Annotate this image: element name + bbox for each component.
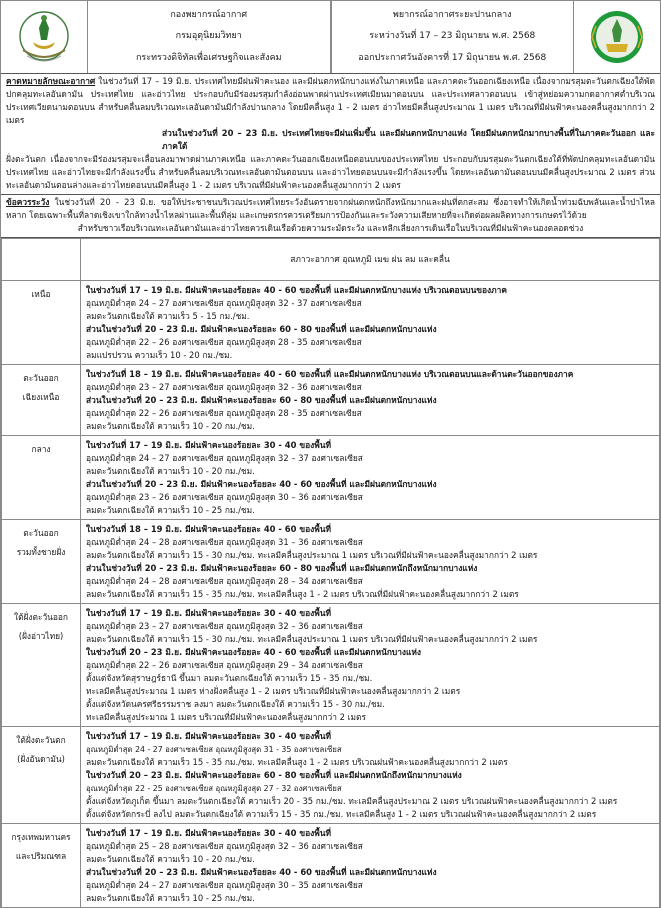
region-name: กลาง [31,444,51,454]
forecast-detail-line: อุณหภูมิต่ำสุด 25 – 28 องศาเซลเซียส อุณหภูมิสูงสุด 32 – 36 องศาเซลเซียส [86,841,363,851]
org-division: กองพยากรณ์อากาศ [170,10,248,21]
table-header-row [2,239,660,281]
forecast-detail-line: อุณหภูมิต่ำสุด 24 – 28 องศาเซลเซียส อุณหภูมิสูงสุด 31 – 36 องศาเซลเซียส [86,537,363,547]
region-cell [2,824,81,908]
region-name: ตะวันออก [23,528,59,538]
forecast-detail-line: อุณหภูมิต่ำสุด 24 – 27 องศาเซลเซียส อุณหภูมิสูงสุด 30 – 35 องศาเซลเซียส [86,880,363,890]
forecast-title: พยากรณ์อากาศระยะปานกลาง [392,10,512,21]
caution-text: ในช่วงวันที่ 20 - 23 มิ.ย. ขอให้ประชาชนบริเวณประเทศไทยระวังอันตรายจากฝนตกหนักถึงหนักมากและฝนที่ตกสะสม ซึ่งอาจทำให้เกิดน้ำท่วมฉับพลันและน้ำป่าไหลหลาก โดยเฉพาะพื้นที่ลาดเชิงเขาใกล้ทางน้ำไหลผ่านและพื้นที่ลุ่ม และเกษตรกรควรเตรียมการป้องกันและระวังความเสียหายที่จะเกิดต่อผลผลิตทางการเกษตรไว้ด้วย [6,197,655,220]
forecast-detail-line: อุณหภูมิต่ำสุด 22 – 26 องศาเซลเซียส อุณหภูมิสูงสุด 28 - 35 องศาเซลเซียส [86,408,362,418]
table-row [2,365,660,436]
region-name: เฉียงเหนือ [22,392,60,402]
caution-mariner-text: สำหรับชาวเรือบริเวณทะเลอันดามันและอ่าวไทยควรเดินเรือด้วยความระมัดระวัง และหลีกเลี่ยงการเดินเรือในบริเวณที่มีฝนฟ้าคะนองตลอดช่วง [77,223,584,233]
forecast-period-line: ในช่วงวันที่ 17 – 19 มิ.ย. มีฝนฟ้าคะนองร้อยละ 30 - 40 ของพื้นที่ [86,828,331,838]
forecast-detail-line: อุณหภูมิต่ำสุด 23 – 27 องศาเซลเซียส อุณหภูมิสูงสุด 32 – 36 องศาเซลเซียส [86,621,363,631]
outlook-section [1,74,660,195]
forecast-detail-line: ลมตะวันตกเฉียงใต้ ความเร็ว 10 - 20 กม./ชม. [86,421,255,431]
forecast-detail-line: ลมตะวันตกเฉียงใต้ ความเร็ว 15 - 30 กม./ชม. ทะเลมีคลื่นสูงประมาณ 1 เมตร บริเวณที่มีฝนฟ้าคะนองคลื่นสูงมากกว่า 2 เมตร [86,550,538,560]
region-cell [2,520,81,604]
forecast-detail-line: ลมตะวันตกเฉียงใต้ ความเร็ว 15 - 35 กม./ชม. ทะเลมีคลื่นสูง 1 - 2 เมตร บริเวณฝนฟ้าคะนองคลื่นสูงมากกว่า 2 เมตร [86,757,508,767]
region-cell [2,604,81,727]
region-cell [2,365,81,436]
forecast-period-line: ในช่วงวันที่ 17 – 19 มิ.ย. มีฝนฟ้าคะนองร้อยละ 30 - 40 ของพื้นที่ [86,440,331,450]
forecast-detail-line: ตั้งแต่จังหวัดนครศรีธรรมราช ลงมา ลมตะวันตกเฉียงใต้ ความเร็ว 15 - 30 กม./ชม. [86,699,385,709]
regional-forecast-table [1,238,660,908]
forecast-detail-line: อุณหภูมิต่ำสุด 23 – 26 องศาเซลเซียส อุณหภูมิสูงสุด 30 – 36 องศาเซลเซียส [86,492,363,502]
forecast-cell [81,727,660,824]
forecast-period: ระหว่างวันที่ 17 – 23 มิถุนายน พ.ศ. 2568 [369,31,536,42]
forecast-period-line: ในช่วงวันที่ 17 – 19 มิ.ย. มีฝนฟ้าคะนองร้อยละ 40 - 60 ของพื้นที่ และมีฝนตกหนักบางแห่ง บริเวณตอนบนของภาค [86,285,507,295]
forecast-period-line: ส่วนในช่วงวันที่ 20 – 23 มิ.ย. มีฝนฟ้าคะนองร้อยละ 60 - 80 ของพื้นที่ และมีฝนตกหนักบางแห่ง [86,395,437,405]
table-row [2,436,660,520]
document-header [1,1,660,74]
forecast-detail-line: ลมแปรปรวน ความเร็ว 10 - 20 กม./ชม. [86,350,233,360]
forecast-period-line: ส่วนในช่วงวันที่ 20 – 23 มิ.ย. มีฝนฟ้าคะนองร้อยละ 40 - 60 ของพื้นที่ และมีฝนตกหนักบางแห่ง [86,867,437,877]
region-cell [2,281,81,365]
forecast-period-line: ส่วนในช่วงวันที่ 20 – 23 มิ.ย. มีฝนฟ้าคะนองร้อยละ 60 - 80 ของพื้นที่ และมีฝนตกหนักบางแห่ง [86,324,437,334]
region-header-cell [2,239,81,281]
table-row [2,604,660,727]
region-name: และปริมณฑล [15,851,67,861]
region-name: เหนือ [31,289,51,299]
region-name: ตะวันออก [23,373,59,383]
forecast-detail-line: ลมตะวันตกเฉียงใต้ ความเร็ว 10 - 20 กม./ชม. [86,854,255,864]
forecast-detail-line: ทะเลมีคลื่นสูงประมาณ 1 เมตร ห่างฝั่งคลื่นสูง 1 - 2 เมตร บริเวณที่มีฝนฟ้าคะนองคลื่นสูงมากกว่า 2 เมตร [86,686,461,696]
forecast-detail-line: อุณหภูมิต่ำสุด 23 – 27 องศาเซลเซียส อุณหภูมิสูงสุด 32 - 36 องศาเซลเซียส [86,382,362,392]
org-ministry: กระทรวงดิจิทัลเพื่อเศรษฐกิจและสังคม [135,52,282,63]
region-name: (ฝั่งอันดามัน) [17,754,65,764]
table-row [2,520,660,604]
region-name: ใต้ฝั่งตะวันตก [16,735,66,745]
outlook-paragraph-1: ในช่วงวันที่ 17 – 19 มิ.ย. ประเทศไทยมีฝนฟ้าคะนอง และมีฝนตกหนักบางแห่งในภาคเหนือ และภาคตะวันออกเฉียงเหนือ เนื่องจากมรสุมตะวันตกเฉียงใต้พัดปกคลุมทะเลอันดามัน ประเทศไทย และอ่าวไทย ประกอบกับมีร่องมรสุมกำลังอ่อนพาดผ่านประเทศเมียนมาตอนบน และประเทศลาวตอนบน เข้าสู่หย่อมความกดอากาศต่ำบริเวณประเทศเวียดนามตอนบน สำหรับคลื่นลมบริเวณทะเลอันดามันมีกำลังปานกลาง โดยมีคลื่นสูง 1 - 2 เมตร อ่าวไทยมีคลื่นสูงประมาณ 1 เมตร บริเวณที่มีฝนฟ้าคะนองคลื่นสูงมากกว่า 2 เมตร [6,76,655,125]
forecast-cell [81,365,660,436]
table-row [2,824,660,908]
forecast-cell [81,281,660,365]
forecast-detail-line: อุณหภูมิต่ำสุด 24 – 28 องศาเซลเซียส อุณหภูมิสูงสุด 28 – 34 องศาเซลเซียส [86,576,363,586]
tmd-logo-icon [9,6,79,68]
forecast-period-line: ในช่วงวันที่ 17 – 19 มิ.ย. มีฝนฟ้าคะนองร้อยละ 30 - 40 ของพื้นที่ [86,608,331,618]
forecast-issued: ออกประกาศวันอังคารที่ 17 มิถุนายน พ.ศ. 2568 [358,52,547,63]
right-logo-cell [573,1,660,73]
region-name: รวมทั้งชายฝั่ง [16,547,66,557]
outlook-paragraph-2-lead: ส่วนในช่วงวันที่ 20 – 23 มิ.ย. ประเทศไทยจะมีฝนเพิ่มขึ้น และมีฝนตกหนักบางแห่ง โดยมีฝนตกหนักมากบางพื้นที่ในภาคตะวันออก และภาคใต้ [162,128,655,151]
forecast-detail-line: อุณหภูมิต่ำสุด 22 – 26 องศาเซลเซียส อุณหภูมิสูงสุด 28 - 35 องศาเซลเซียส [86,337,362,347]
outlook-paragraph-2: ฝั่งตะวันตก เนื่องจากจะมีร่องมรสุมจะเลื่อนลงมาพาดผ่านภาคเหนือ และภาคตะวันออกเฉียงเหนือตอนบนของประเทศไทย ประกอบกับมรสุมตะวันตกเฉียงใต้ที่พัดปกคลุมทะเลอันดามัน ประเทศไทย และอ่าวไทยจะมีกำลังแรงขึ้น สำหรับคลื่นลมบริเวณทะเลอันดามันตอนบน และอ่าวไทยตอนบนจะมีกำลังแรงขึ้น โดยทะเลอันดามันตอนบนมีคลื่นสูงประมาณ 2 เมตร ส่วนทะเลอันดามันตอนล่างและอ่าวไทยตอนบนมีคลื่นสูง 1 - 2 เมตร บริเวณที่มีฝนฟ้าคะนองคลื่นสูงมากกว่า 2 เมตร [6,154,655,190]
forecast-detail-line: อุณหภูมิต่ำสุด 24 – 27 องศาเซลเซียส อุณหภูมิสูงสุด 32 - 37 องศาเซลเซียส [86,298,362,308]
region-cell [2,727,81,824]
forecast-detail-line: ลมตะวันตกเฉียงใต้ ความเร็ว 10 - 25 กม./ชม. [86,893,255,903]
org-department: กรมอุตุนิยมวิทยา [175,31,242,42]
forecast-detail-line: ลมตะวันตกเฉียงใต้ ความเร็ว 10 - 25 กม./ชม. [86,505,255,515]
forecast-period-line: ส่วนในช่วงวันที่ 20 – 23 มิ.ย. มีฝนฟ้าคะนองร้อยละ 40 - 60 ของพื้นที่ และมีฝนตกหนักบางแห่ง [86,479,437,489]
forecast-detail-line: ตั้งแต่จังหวัดกระบี่ ลงไป ลมตะวันตกเฉียงใต้ ความเร็ว 15 - 35 กม./ชม. ทะเลมีคลื่นสูง 1 - 2 เมตร บริเวณฝนฟ้าคะนองคลื่นสูงมากกว่า 2 เมตร [86,809,597,819]
forecast-period-line: ในช่วงวันที่ 18 – 19 มิ.ย. มีฝนฟ้าคะนองร้อยละ 40 - 60 ของพื้นที่ [86,524,331,534]
caution-label: ข้อควรระวัง [6,197,50,207]
forecast-detail-line: อุณหภูมิต่ำสุด 22 – 26 องศาเซลเซียส อุณหภูมิสูงสุด 29 – 34 องศาเซลเซียส [86,660,363,670]
forecast-cell [81,520,660,604]
ministry-logo-icon [586,6,648,68]
forecast-detail-line: ทะเลมีคลื่นสูงประมาณ 1 เมตร บริเวณที่มีฝนฟ้าคะนองคลื่นสูงมากกว่า 2 เมตร [86,712,366,722]
region-name: กรุงเทพมหานคร [11,832,71,842]
forecast-detail-line: อุณหภูมิต่ำสุด 22 - 25 องศาเซลเซียส อุณหภูมิสูงสุด 27 - 32 องศาเซลเซียส [86,784,342,793]
forecast-period-line: ส่วนในช่วงวันที่ 20 – 23 มิ.ย. มีฝนฟ้าคะนองร้อยละ 60 - 80 ของพื้นที่ และมีฝนตกหนักถึงหนักมากบางแห่ง [86,563,478,573]
forecast-title-block [331,1,574,73]
forecast-cell [81,824,660,908]
forecast-detail-line: ลมตะวันตกเฉียงใต้ ความเร็ว 15 - 35 กม./ชม. ทะเลมีคลื่นสูง 1 - 2 เมตร บริเวณที่มีฝนฟ้าคะนองคลื่นสูงมากกว่า 2 เมตร [86,589,519,599]
forecast-detail-line: ตั้งแต่จังหวัดสุราษฎร์ธานี ขึ้นมา ลมตะวันตกเฉียงใต้ ความเร็ว 15 - 35 กม./ชม. [86,673,373,683]
table-row [2,281,660,365]
forecast-period-line: ในช่วงวันที่ 18 – 19 มิ.ย. มีฝนฟ้าคะนองร้อยละ 40 - 60 ของพื้นที่ และมีฝนตกหนักบางแห่ง บริเวณตอนบนและด้านตะวันออกของภาค [86,369,574,379]
forecast-detail-line: อุณหภูมิต่ำสุด 24 - 27 องศาเซลเซียส อุณหภูมิสูงสุด 31 - 35 องศาเซลเซียส [86,745,342,754]
conditions-header-cell: สภาวะอากาศ อุณหภูมิ เมฆ ฝน ลม และคลื่น [81,239,660,281]
forecast-period-line: ในช่วงวันที่ 17 – 19 มิ.ย. มีฝนฟ้าคะนองร้อยละ 30 - 40 ของพื้นที่ [86,731,331,741]
forecast-period-line: ในช่วงวันที่ 20 – 23 มิ.ย. มีฝนฟ้าคะนองร้อยละ 60 - 80 ของพื้นที่ และมีฝนตกหนักถึงหนักมากบางแห่ง [86,770,462,780]
forecast-detail-line: ลมตะวันตกเฉียงใต้ ความเร็ว 15 - 30 กม./ชม. ทะเลมีคลื่นสูงประมาณ 1 เมตร บริเวณที่มีฝนฟ้าคะนองคลื่นสูงมากกว่า 2 เมตร [86,634,538,644]
region-name: (ฝั่งอ่าวไทย) [18,631,64,641]
forecast-cell [81,604,660,727]
forecast-detail-line: ลมตะวันตกเฉียงใต้ ความเร็ว 10 - 20 กม./ชม. [86,466,255,476]
forecast-detail-line: ตั้งแต่จังหวัดภูเก็ต ขึ้นมา ลมตะวันตกเฉียงใต้ ความเร็ว 20 - 35 กม./ชม. ทะเลมีคลื่นสูงประมาณ 2 เมตร บริเวณฝนฟ้าคะนองคลื่นสูงมากกว่า 2 เมตร [86,796,618,806]
table-row [2,727,660,824]
forecast-detail-line: อุณหภูมิต่ำสุด 24 – 27 องศาเซลเซียส อุณหภูมิสูงสุด 32 – 37 องศาเซลเซียส [86,453,363,463]
region-cell [2,436,81,520]
outlook-label: คาดหมายลักษณะอากาศ [6,76,96,86]
forecast-detail-line: ลมตะวันตกเฉียงใต้ ความเร็ว 5 - 15 กม./ชม. [86,311,250,321]
forecast-cell [81,436,660,520]
forecast-period-line: ในช่วงวันที่ 20 – 23 มิ.ย. มีฝนฟ้าคะนองร้อยละ 40 - 60 ของพื้นที่ และมีฝนตกหนักบางแห่ง [86,647,421,657]
organization-block [88,1,331,73]
region-name: ใต้ฝั่งตะวันออก [13,612,69,622]
left-logo-cell [1,1,88,73]
caution-section [1,195,660,238]
